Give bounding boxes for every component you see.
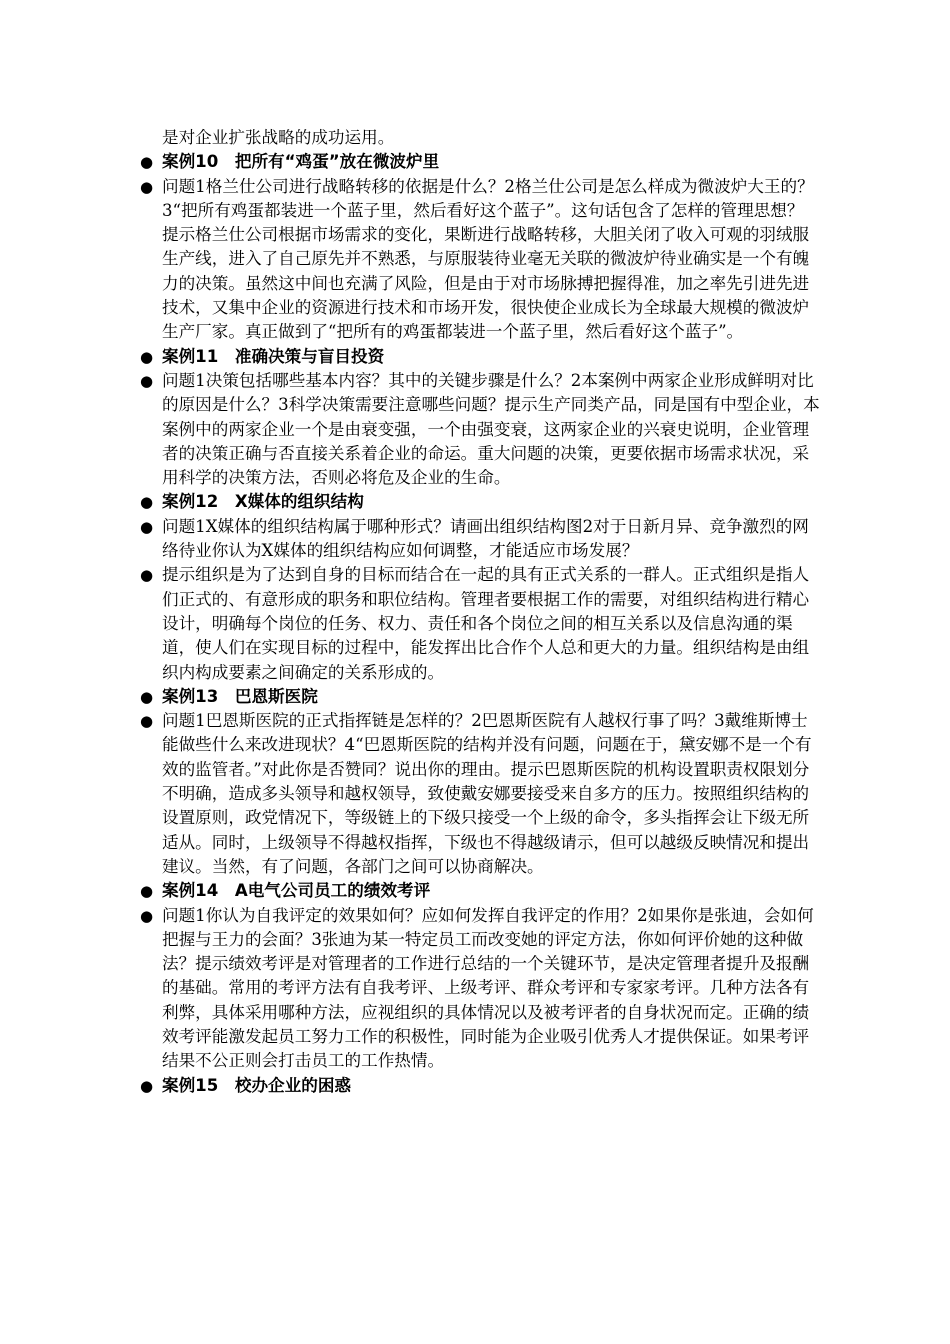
bullet-icon: ●: [140, 566, 154, 585]
bullet-icon: ●: [140, 517, 154, 536]
bullet-icon: ●: [140, 1076, 154, 1095]
case-14-title: ● 案例14 A电气公司员工的绩效考评: [140, 879, 820, 903]
bullet-icon: ●: [140, 906, 154, 925]
case-12-hint-paragraph: ● 提示组织是为了达到自身的目标而结合在一起的具有正式关系的一群人。正式组织是指人们正式的、有意形成的职务和职位结构。管理者要根据工作的需要，对组织结构进行精心设计，明确每个岗位的任务、权力、责任和各个岗位之间的相互关系以及信息沟通的渠道，使人们在实现目标的过程中，能发挥出比合作个人总和更大的力量。组织结构是由组织内构成要素之间确定的关系形成的。: [140, 565, 810, 682]
bullet-icon: ●: [140, 177, 154, 196]
bullet-icon: ●: [140, 153, 154, 172]
case-11-title: ● 案例11 准确决策与盲目投资: [140, 345, 820, 369]
bullet-icon: ●: [140, 493, 154, 512]
case-14-paragraph: ● 问题1你认为自我评定的效果如何？应如何发挥自我评定的作用？2如果你是张迪，会如何把握与王力的会面？3张迪为某一特定员工而改变她的评定方法，你如何评价她的这种做法？提示绩效考评是对管理者的工作进行总结的一个关键环节，是决定管理者提升及报酬的基础。常用的考评方法有自我考评、上级考评、群众考评和专家家考评。几种方法各有利弊，具体采用哪种方法，应视组织的具体情况以及被考评者的自身状况而定。正确的绩效考评能激发起员工努力工作的积极性，同时能为企业吸引优秀人才提供保证。如果考评结果不公正则会打击员工的工作热情。: [140, 905, 814, 1071]
bullet-icon: ●: [140, 882, 154, 901]
intro-continuation: 是对企业扩张战略的成功运用。: [162, 128, 395, 147]
case-12-title: ● 案例12 X媒体的组织结构: [140, 490, 820, 514]
bullet-icon: ●: [140, 347, 154, 366]
case-12-question-paragraph: ● 问题1X媒体的组织结构属于哪种形式？请画出组织结构图2对于日新月异、竞争激烈的网络待业你认为X媒体的组织结构应如何调整，才能适应市场发展？: [140, 516, 809, 561]
bullet-icon: ●: [140, 712, 154, 731]
case-13-title: ● 案例13 巴恩斯医院: [140, 685, 820, 709]
case-13-paragraph: ● 问题1巴恩斯医院的正式指挥链是怎样的？2巴恩斯医院有人越权行事了吗？3戴维斯博士能做些什么来改进现状？4“巴恩斯医院的结构并没有问题，问题在于，黛安娜不是一个有效的监管者。”对此你是否赞同？说出你的理由。提示巴恩斯医院的机构设置职责权限划分不明确，造成多头领导和越权领导，致使戴安娜要接受来自多方的压力。按照组织结构的设置原则，政党情况下，等级链上的下级只接受一个上级的命令，多头指挥会让下级无所适从。同时，上级领导不得越权指挥，下级也不得越级请示，但可以越级反映情况和提出建议。当然，有了问题，各部门之间可以协商解决。: [140, 711, 812, 876]
document-body: [140, 126, 820, 1098]
bullet-icon: ●: [140, 371, 154, 390]
case-15-title: ● 案例15 校办企业的困惑: [140, 1074, 820, 1098]
case-10-title: ● 案例10 把所有“鸡蛋”放在微波炉里: [140, 150, 820, 174]
case-10-paragraph: ● 问题1格兰仕公司进行战略转移的依据是什么？2格兰仕公司是怎么样成为微波炉大王的？3“把所有鸡蛋都装进一个蓝子里，然后看好这个蓝子”。这句话包含了怎样的管理思想？提示格兰仕公司根据市场需求的变化，果断进行战略转移，大胆关闭了收入可观的羽绒服生产线，进入了自己原先并不熟悉，与原服装待业毫无关联的微波炉待业确实是一个有魄力的决策。虽然这中间也充满了风险，但是由于对市场脉搏把握得准，加之率先引进先进技术，又集中企业的资源进行技术和市场开发，很快使企业成长为全球最大规模的微波炉生产厂家。真正做到了“把所有的鸡蛋都装进一个蓝子里，然后看好这个蓝子”。: [140, 176, 814, 342]
case-11-paragraph: ● 问题1决策包括哪些基本内容？其中的关键步骤是什么？2本案例中两家企业形成鲜明对比的原因是什么？3科学决策需要注意哪些问题？提示生产同类产品，同是国有中型企业，本案例中的两家企业一个是由衰变强，一个由强变衰，这两家企业的兴衰史说明，企业管理者的决策正确与否直接关系着企业的命运。重大问题的决策，更要依据市场需求状况，采用科学的决策方法，否则必将危及企业的生命。: [140, 370, 820, 488]
bullet-icon: ●: [140, 687, 154, 706]
